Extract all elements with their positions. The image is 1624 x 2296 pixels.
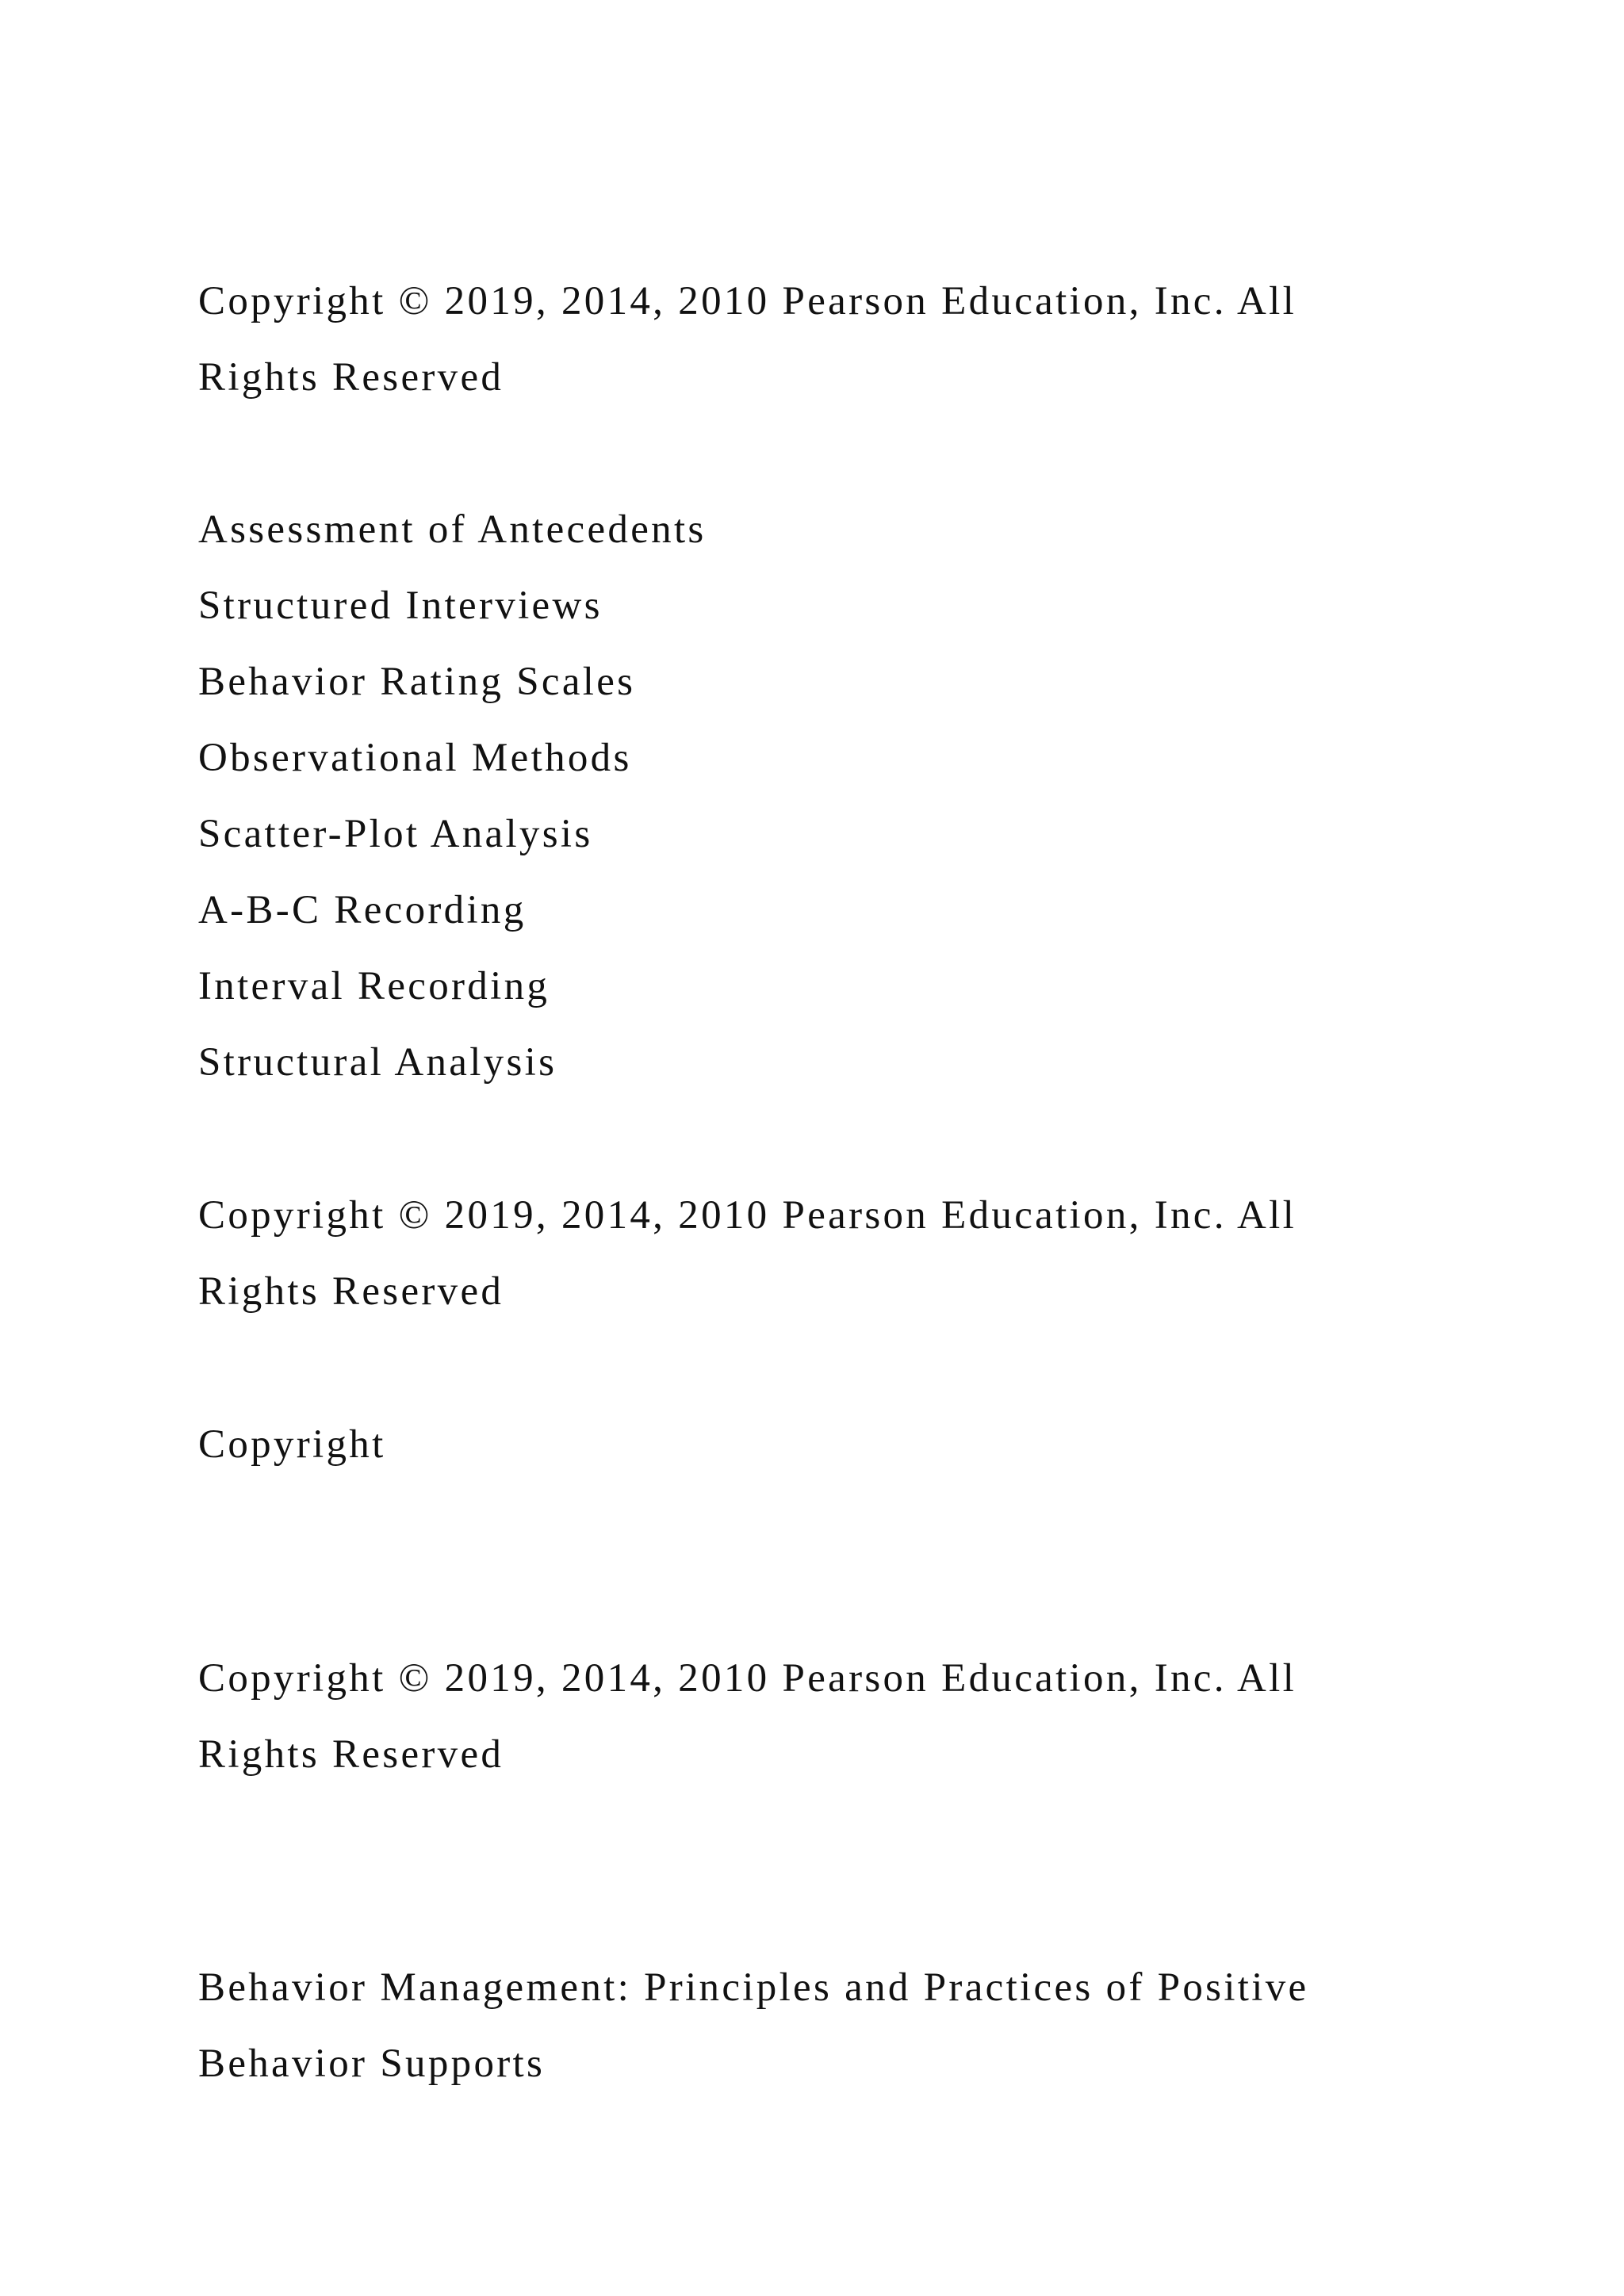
copyright-notice-2-line-2: Rights Reserved [198,1269,504,1314]
copyright-notice-3-line-1: Copyright © 2019, 2014, 2010 Pearson Education, Inc. All [198,1656,1297,1701]
list-item-structural-analysis: Structural Analysis [198,1040,557,1085]
list-item-structured-interviews: Structured Interviews [198,584,603,628]
list-item-interval-recording: Interval Recording [198,964,550,1008]
list-item-abc-recording: A-B-C Recording [198,888,527,932]
list-item-behavior-rating-scales: Behavior Rating Scales [198,660,636,704]
copyright-notice-3-line-2: Rights Reserved [198,1732,504,1777]
slide-heading: Assessment of Antecedents [198,507,707,552]
copyright-notice-2-line-1: Copyright © 2019, 2014, 2010 Pearson Education, Inc. All [198,1193,1297,1238]
copyright-notice-1-line-2: Rights Reserved [198,355,504,400]
list-item-scatter-plot-analysis: Scatter-Plot Analysis [198,812,593,856]
copyright-label: Copyright [198,1422,386,1467]
book-title-line-2: Behavior Supports [198,2042,546,2086]
book-title-line-1: Behavior Management: Principles and Practices of Positive [198,1965,1309,2010]
list-item-observational-methods: Observational Methods [198,736,632,780]
copyright-notice-1-line-1: Copyright © 2019, 2014, 2010 Pearson Education, Inc. All [198,279,1297,323]
